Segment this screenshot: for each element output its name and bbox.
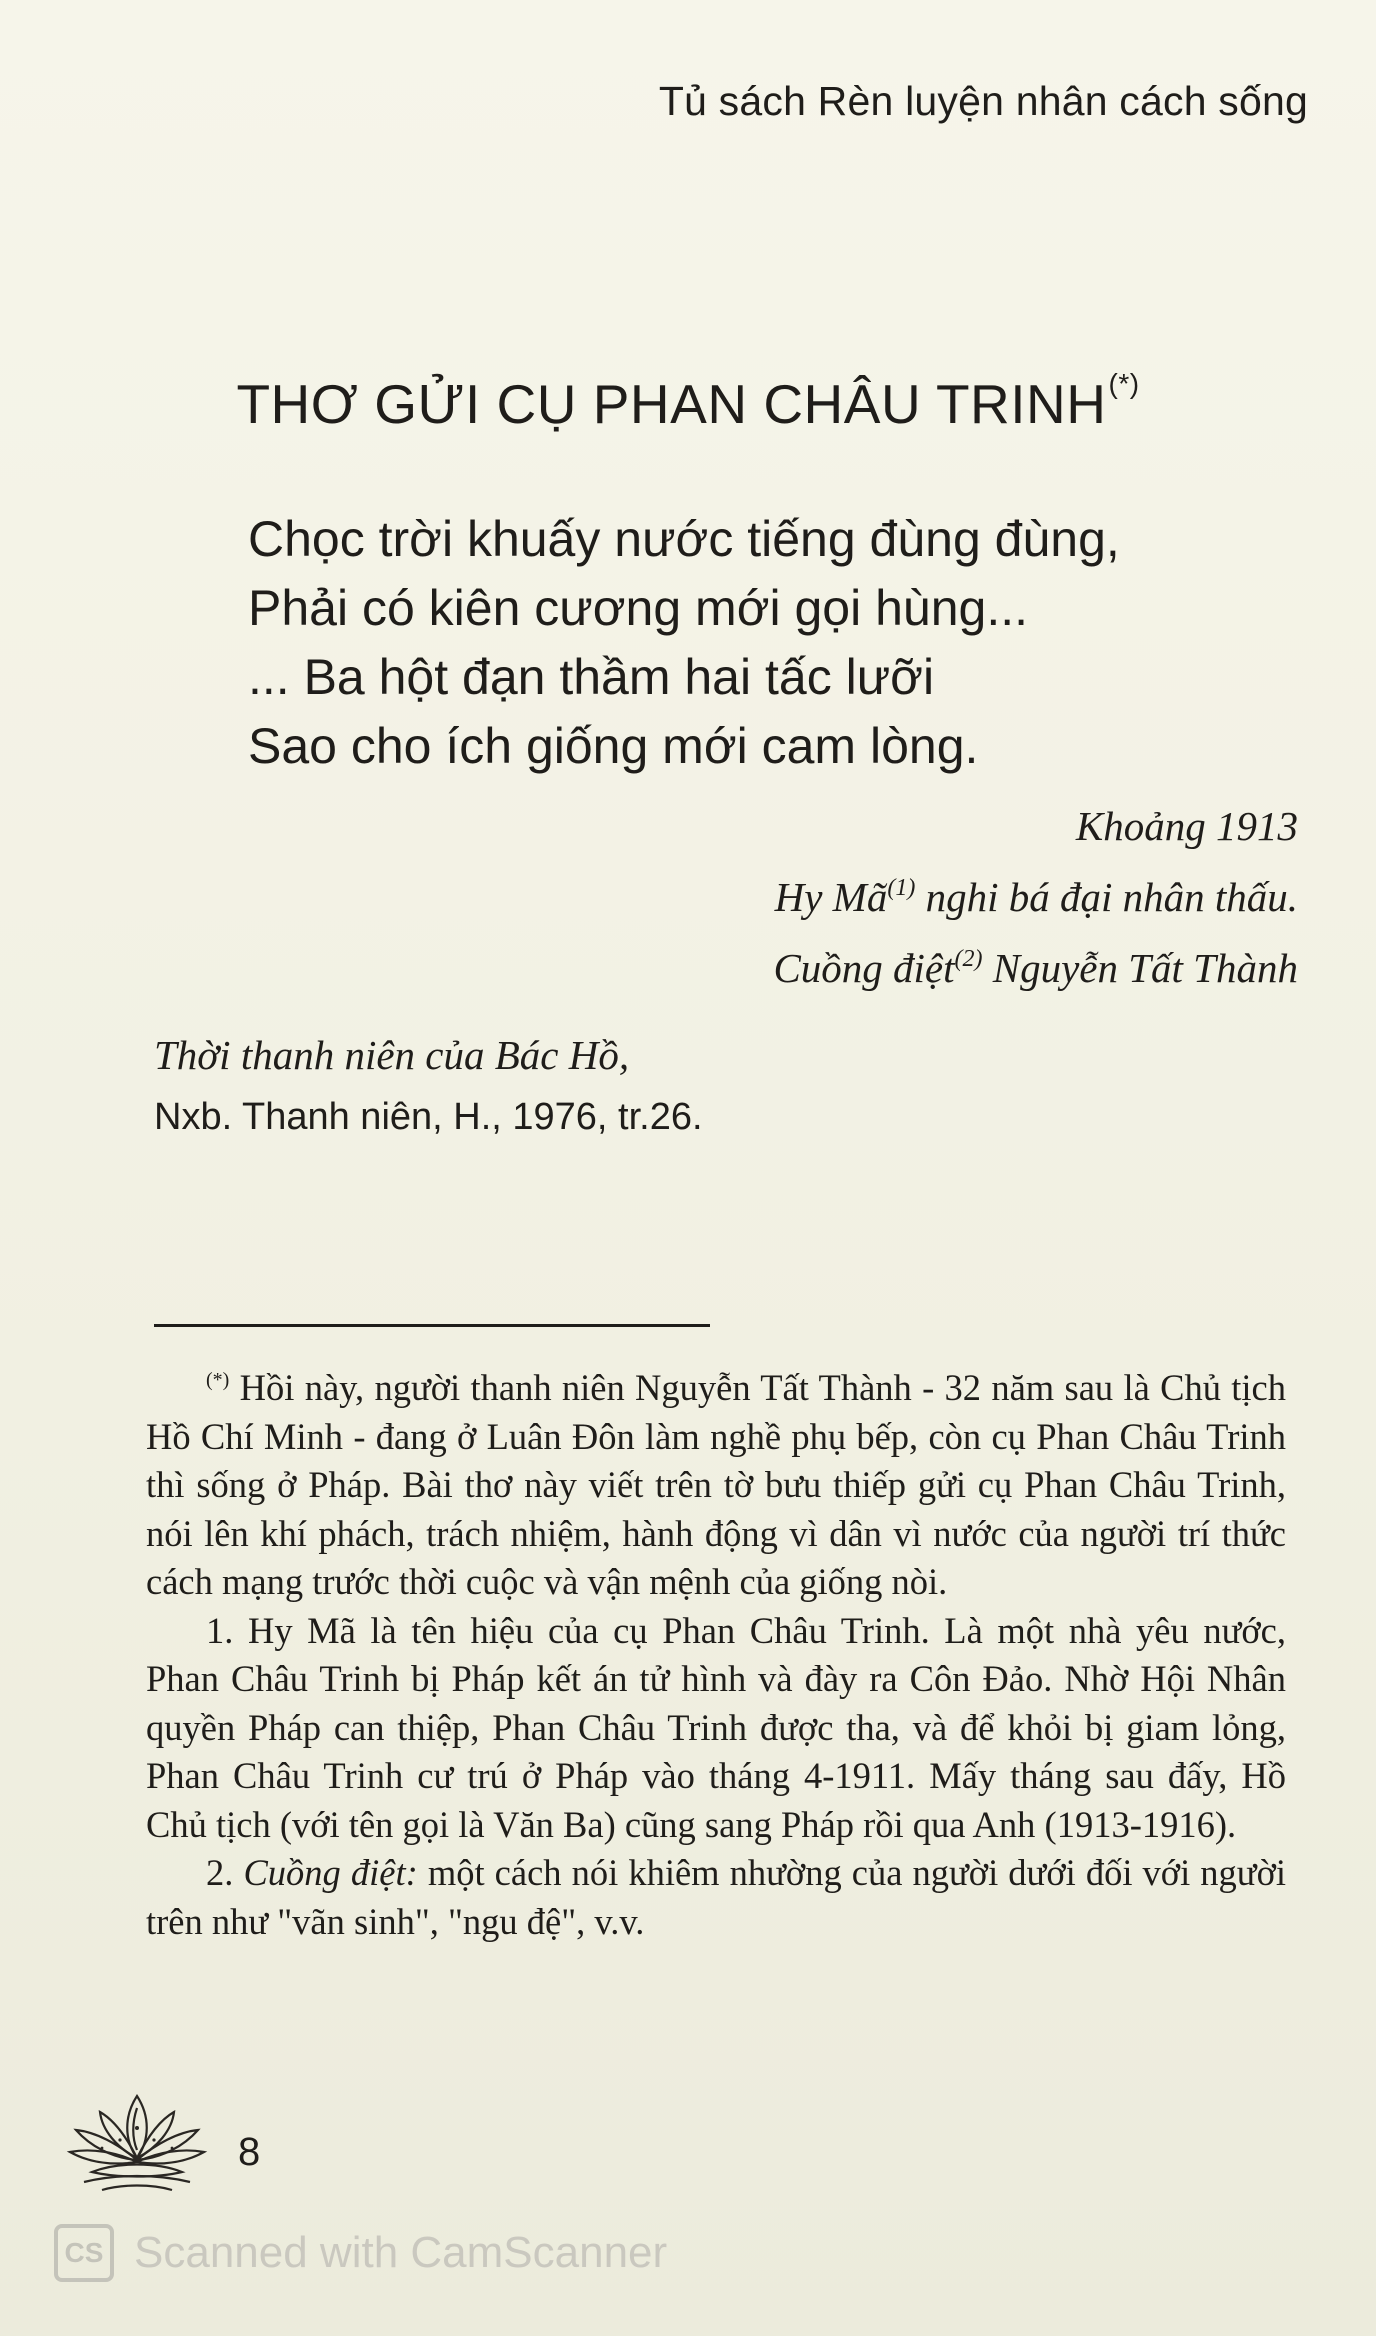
signature-block <box>773 795 1298 999</box>
source-publisher: Nxb. Thanh niên, H., 1976, tr.26. <box>154 1096 703 1138</box>
lotus-icon <box>62 2078 212 2198</box>
footnote-2-term: Cuồng điệt: <box>243 1852 418 1893</box>
poem-line: ... Ba hột đạn thầm hai tấc lưỡi <box>248 649 935 705</box>
footnote-star-marker: (*) <box>206 1369 230 1391</box>
addressee-name: Hy Mã <box>774 874 888 920</box>
signature-date: Khoảng 1913 <box>1075 803 1298 849</box>
poem-body <box>248 505 1120 781</box>
title-footnote-marker: (*) <box>1108 368 1140 399</box>
poem-title-text: THƠ GỬI CỤ PHAN CHÂU TRINH <box>236 373 1107 435</box>
footnote-ref-2: (2) <box>954 946 983 972</box>
page-number: 8 <box>238 2130 261 2174</box>
source-citation <box>154 1024 703 1148</box>
footnote-2-text: một cách nói khiêm nhường của người dưới đối với người trên như "vãn sinh", "ngu đệ", v.v. <box>146 1852 1287 1942</box>
author-name: Nguyễn Tất Thành <box>982 945 1298 991</box>
author-title: Cuồng điệt <box>773 945 955 991</box>
source-book: Thời thanh niên của Bác Hồ, <box>154 1032 630 1078</box>
scan-watermark <box>54 2224 667 2282</box>
signature-author <box>773 928 1298 999</box>
footnote-divider <box>154 1324 710 1327</box>
scan-watermark-text: Scanned with CamScanner <box>134 2228 668 2277</box>
poem-title <box>0 368 1376 436</box>
running-header: Tủ sách Rèn luyện nhân cách sống <box>658 78 1308 124</box>
signature-addressee <box>773 857 1298 928</box>
addressee-text: nghi bá đại nhân thấu. <box>915 874 1298 920</box>
footnote-2 <box>146 1849 1286 1946</box>
footnotes <box>146 1356 1286 1946</box>
camscanner-logo: CS <box>54 2224 114 2282</box>
poem-line: Chọc trời khuấy nước tiếng đùng đùng, <box>248 511 1120 567</box>
footnote-1: 1. Hy Mã là tên hiệu của cụ Phan Châu Trinh. Là một nhà yêu nước, Phan Châu Trinh bị Pháp kết án tử hình và đày ra Côn Đảo. Nhờ Hội Nhân quyền Pháp can thiệp, Phan Châu Trinh được tha, và để khỏi bị giam lỏng, Phan Châu Trinh cư trú ở Pháp vào tháng 4-1911. Mấy tháng sau đấy, Hồ Chủ tịch (với tên gọi là Văn Ba) cũng sang Pháp rồi qua Anh (1913-1916). <box>146 1609 1286 1845</box>
poem-line: Sao cho ích giống mới cam lòng. <box>248 718 979 774</box>
footnote-ref-1: (1) <box>887 875 916 901</box>
poem-line: Phải có kiên cương mới gọi hùng... <box>248 580 1029 636</box>
footnote-star-text: Hồi này, người thanh niên Nguyễn Tất Thành - 32 năm sau là Chủ tịch Hồ Chí Minh - đang ở Luân Đôn làm nghề phụ bếp, còn cụ Phan Châu Trinh thì sống ở Pháp. Bài thơ này viết trên tờ bưu thiếp gửi cụ Phan Châu Trinh, nói lên khí phách, trách nhiệm, hành động vì dân vì nước của người trí thức cách mạng trước thời cuộc và vận mệnh của giống nòi. <box>146 1367 1286 1602</box>
footnote-2-number: 2. <box>206 1852 244 1893</box>
footnote-star <box>146 1356 1286 1607</box>
